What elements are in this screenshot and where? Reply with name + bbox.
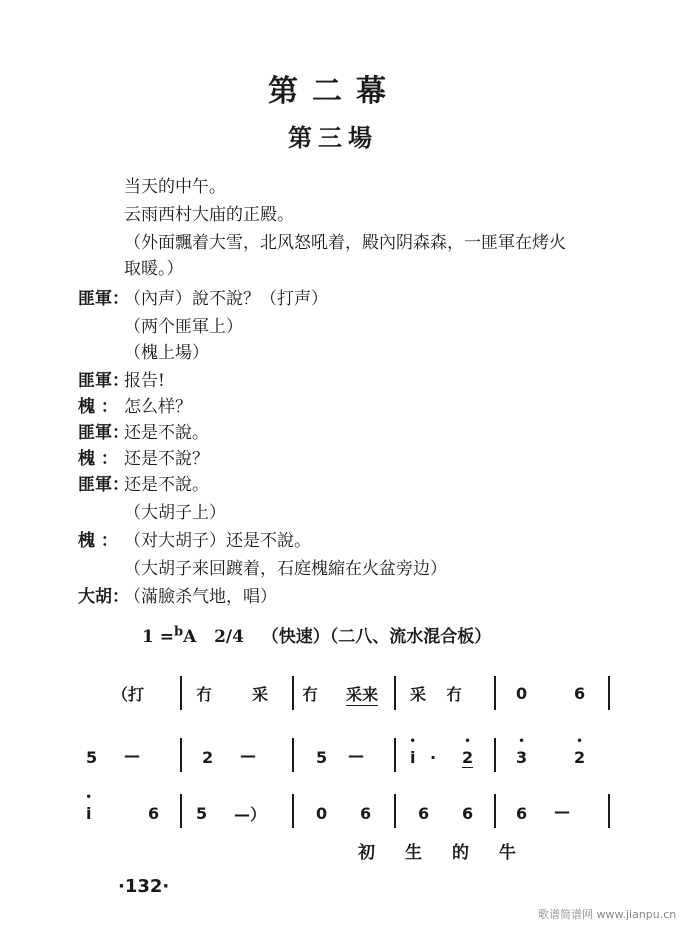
score-note: 0 bbox=[316, 804, 328, 823]
page-number: ·132· bbox=[118, 876, 170, 897]
score-note: 6 bbox=[462, 804, 474, 823]
stage-line: （大胡子来回踱着，石庭槐縮在火盆旁边） bbox=[124, 559, 447, 579]
score-note: 5 bbox=[316, 748, 328, 767]
meter: 2/4 bbox=[214, 627, 244, 647]
barline bbox=[180, 794, 182, 828]
score-note: • i bbox=[86, 804, 91, 823]
score-note: 6 bbox=[574, 684, 586, 703]
score-note: 6 bbox=[148, 804, 160, 823]
score-note: 5 bbox=[196, 804, 208, 823]
stage-line: 还是不說。 bbox=[124, 475, 209, 495]
score-note: 6 bbox=[418, 804, 430, 823]
barline bbox=[494, 794, 496, 828]
score-note: 6 bbox=[360, 804, 372, 823]
barline bbox=[394, 738, 396, 772]
watermark: 歌谱简谱网 www.jianpu.cn bbox=[538, 908, 677, 921]
score-note: 5 bbox=[86, 748, 98, 767]
act-title: 第二幕 bbox=[268, 74, 400, 109]
stage-line: 怎么样？ bbox=[124, 397, 192, 417]
speaker: 匪軍： bbox=[78, 371, 129, 391]
stage-line: 还是不說？ bbox=[124, 449, 209, 469]
stage-line: 报告! bbox=[124, 371, 165, 391]
score-note: 冇 bbox=[446, 685, 463, 704]
score-note: — bbox=[554, 802, 570, 821]
barline bbox=[394, 794, 396, 828]
speaker: 槐 ： bbox=[78, 449, 118, 469]
barline bbox=[608, 676, 610, 710]
score-note: —） bbox=[234, 805, 267, 824]
key-note: A bbox=[183, 627, 197, 647]
stage-line: 当天的中午。 bbox=[124, 177, 226, 197]
speaker: 匪軍： bbox=[78, 475, 129, 495]
barline bbox=[292, 676, 294, 710]
score-note: 6 bbox=[516, 804, 528, 823]
barline bbox=[180, 676, 182, 710]
barline bbox=[292, 738, 294, 772]
barline bbox=[608, 794, 610, 828]
speaker: 槐 ： bbox=[78, 397, 118, 417]
score-note: • 2 bbox=[462, 748, 473, 768]
speaker: 大胡： bbox=[78, 587, 129, 607]
score-note: （打 bbox=[112, 685, 145, 704]
score-note: • 3 bbox=[516, 748, 527, 767]
stage-line: （对大胡子）还是不說。 bbox=[124, 531, 311, 551]
stage-line: （滿臉杀气地，唱） bbox=[124, 587, 277, 607]
key-prefix: 1 = bbox=[142, 627, 174, 647]
jianpu-score bbox=[84, 676, 624, 836]
barline bbox=[494, 738, 496, 772]
key-signature bbox=[142, 622, 491, 647]
stage-line: 云雨西村大庙的正殿。 bbox=[124, 205, 294, 225]
score-note: — bbox=[348, 746, 364, 765]
score-note: · bbox=[430, 748, 437, 767]
barline bbox=[494, 676, 496, 710]
stage-line: （槐上場） bbox=[124, 343, 209, 363]
speaker: 槐 ： bbox=[78, 531, 118, 551]
stage-line: 取暖。） bbox=[124, 259, 184, 279]
tempo-marking: （快速）（二八、流水混合板） bbox=[261, 627, 492, 647]
score-note: 2 bbox=[202, 748, 214, 767]
stage-line: 还是不說。 bbox=[124, 423, 209, 443]
barline bbox=[292, 794, 294, 828]
score-note: 采来 bbox=[346, 682, 378, 706]
stage-line: （外面飄着大雪，北风怒吼着，殿內阴森森，一匪軍在烤火 bbox=[124, 233, 566, 253]
stage-line: （大胡子上） bbox=[124, 503, 226, 523]
stage-line: （內声）說不說？（打声） bbox=[124, 289, 328, 309]
lyrics: 初生的牛 bbox=[358, 843, 546, 863]
stage-line: （两个匪軍上） bbox=[124, 317, 243, 337]
speaker: 匪軍： bbox=[78, 289, 129, 309]
barline bbox=[180, 738, 182, 772]
score-note: — bbox=[240, 746, 256, 765]
scene-title: 第三場 bbox=[288, 123, 378, 152]
score-note: 采 bbox=[410, 685, 427, 704]
score-note: • i bbox=[410, 748, 415, 767]
speaker: 匪軍： bbox=[78, 423, 129, 443]
score-note: 采 bbox=[252, 685, 269, 704]
score-note: • 2 bbox=[574, 748, 585, 767]
score-note: 冇 bbox=[302, 685, 319, 704]
score-note: — bbox=[124, 746, 140, 765]
barline bbox=[394, 676, 396, 710]
score-note: 冇 bbox=[196, 685, 213, 704]
key-flat: b bbox=[174, 624, 184, 640]
score-note: 0 bbox=[516, 684, 528, 703]
